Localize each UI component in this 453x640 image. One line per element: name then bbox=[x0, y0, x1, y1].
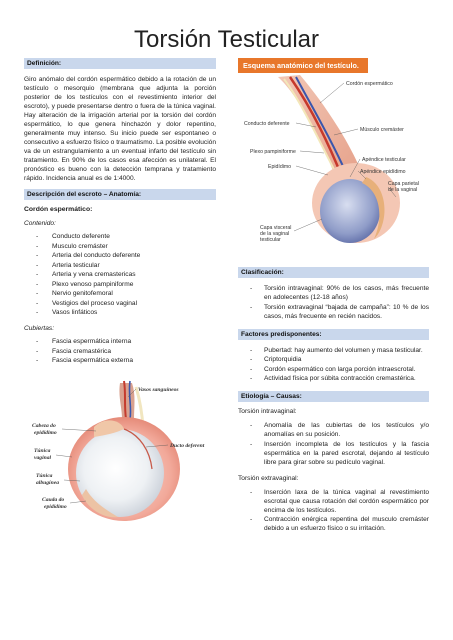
plexo-label: Plexo pampiniforme bbox=[250, 149, 296, 155]
clasificacion-header: Clasificación: bbox=[238, 267, 429, 278]
list-item: - Inserción laxa de la túnica vaginal al revestimiento escrotal que causa rotación del cordón espermático por encima de los testículos. bbox=[238, 488, 429, 515]
cabeza-label-2: epidídimo bbox=[34, 430, 57, 436]
list-item: - Conducto deferente bbox=[24, 232, 216, 241]
clasificacion-list bbox=[238, 284, 429, 321]
extravaginal-list bbox=[238, 488, 429, 534]
list-item: - Fascia espermática externa bbox=[24, 356, 216, 365]
tunica-albuginea-label-2: albugínea bbox=[36, 480, 60, 486]
list-item: - Inserción incompleta de los testículos y la fascia espermática en la pared escrotal, dejando al testículo libre para girar sobre su pedículo vaginal. bbox=[238, 440, 429, 467]
anatomic-scheme-illustration bbox=[238, 73, 429, 253]
cabeza-label-1: Cabeza do bbox=[32, 423, 56, 429]
tunica-vaginal-label-2: vaginal bbox=[34, 455, 52, 461]
contenido-label: Contenido: bbox=[24, 220, 56, 227]
list-item: - Cordón espermático con larga porción intraescrotal. bbox=[238, 365, 429, 374]
anatomia-header: Descripción del escroto – Anatomía: bbox=[24, 189, 216, 200]
cordon-label: Cordón espermático bbox=[346, 81, 393, 87]
list-item: - Arteria del conducto deferente bbox=[24, 251, 216, 260]
list-item: - Fascia cremastérica bbox=[24, 347, 216, 356]
capa-visceral-label-3: testicular bbox=[260, 237, 281, 243]
list-item: - Torsión intravaginal: 90% de los casos, más frecuente en adolecentes (12-18 años) bbox=[238, 284, 429, 302]
list-item: - Arteria testicular bbox=[24, 261, 216, 270]
right-column bbox=[238, 58, 429, 541]
capa-parietal-label-1: Capa parietal bbox=[388, 181, 419, 187]
list-item: - Musculo cremáster bbox=[24, 242, 216, 251]
definicion-text: Giro anómalo del cordón espermático debido a la rotación de un testículo o mesorquio (membrana que adjunta la porción posterior de los testículos con el revestimiento interior del escroto), y puede presentarse dentro o fuera de la túnica vaginal. Hay alteración de la irrigación arterial por la torsión del cordón espermático, lo que genera hinchazón y dolor repentino, generalmente muy intenso. Su inicio puede ser espontaneo o consecutivo a esfuerzo físico o traumatismo. La posible evolución va de un estrangulamiento a un eventual infarto del testículo sin tratamiento. En 90% de los casos esa afección es unilateral. El pronóstico es bueno con la detección temprana y tratamiento rápido. Incidencia anual es de 1:4000. bbox=[24, 76, 216, 182]
intravaginal-label: Torsión intravaginal: bbox=[238, 408, 297, 415]
list-item: - Nervio genitofemoral bbox=[24, 289, 216, 298]
factores-header: Factores predisponentes: bbox=[238, 329, 429, 340]
list-item: - Contracción enérgica repentina del musculo cremáster debido a un esfuerzo físico o su irritación. bbox=[238, 515, 429, 533]
list-item: - Plexo venoso pampiniforme bbox=[24, 280, 216, 289]
apendice-epididimo-label: Apéndice epidídimo bbox=[360, 169, 406, 175]
list-item: - Arteria y vena cremastericas bbox=[24, 270, 216, 279]
cubiertas-list bbox=[24, 337, 216, 365]
capa-visceral-label-2: de la vaginal bbox=[260, 231, 290, 237]
contenido-list bbox=[24, 232, 216, 317]
extravaginal-label: Torsión extravaginal: bbox=[238, 474, 299, 482]
epididimo-label: Epidídimo bbox=[268, 164, 292, 170]
left-column bbox=[24, 58, 216, 527]
list-item: - Vestigios del proceso vaginal bbox=[24, 299, 216, 308]
etiologia-header: Etiología – Causas: bbox=[238, 391, 429, 402]
definicion-header: Definición: bbox=[24, 58, 216, 69]
list-item: - Vasos linfáticos bbox=[24, 308, 216, 317]
capa-parietal-label-2: de la vaginal bbox=[388, 187, 418, 193]
apendice-testicular-label: Apéndice testicular bbox=[362, 157, 406, 163]
conducto-label: Conducto deferente bbox=[244, 121, 290, 127]
testicle-illustration bbox=[24, 377, 216, 527]
tunica-albuginea-label-1: Túnica bbox=[36, 473, 53, 479]
list-item: - Fascia espermática interna bbox=[24, 337, 216, 346]
spermatic-cord-shape bbox=[119, 383, 134, 419]
list-item: - Criptorquidia bbox=[238, 355, 429, 364]
factores-list bbox=[238, 346, 429, 384]
musculo-label: Músculo cremáster bbox=[360, 127, 404, 133]
cauda-label-1: Cauda do bbox=[42, 497, 65, 503]
cauda-label-2: epidídimo bbox=[44, 504, 67, 510]
cordon-subtitle: Cordón espermático: bbox=[24, 206, 93, 213]
tunica-vaginal-label-1: Túnica bbox=[34, 448, 51, 454]
list-item: - Torsión extravaginal “bajada de campaña”: 10 % de los casos, más frecuente en recién nacidos. bbox=[238, 303, 429, 321]
esquema-banner: Esquema anatómico del testículo. bbox=[238, 58, 368, 73]
intravaginal-list bbox=[238, 421, 429, 467]
page-title: Torsión Testicular bbox=[134, 26, 319, 53]
cubiertas-label: Cubiertas: bbox=[24, 325, 55, 332]
list-item: - Pubertad: hay aumento del volumen y masa testicular. bbox=[238, 346, 429, 355]
capa-visceral-label-1: Capa visceral bbox=[260, 225, 292, 231]
list-item: - Anomalía de las cubiertas de los testículos y/o anomalías en su posición. bbox=[238, 421, 429, 439]
list-item: - Actividad física por súbita contracción cremastérica. bbox=[238, 374, 429, 383]
vasos-label: Vasos sanguíneos bbox=[138, 387, 179, 393]
ducto-label: Ducto deferent bbox=[170, 443, 205, 449]
